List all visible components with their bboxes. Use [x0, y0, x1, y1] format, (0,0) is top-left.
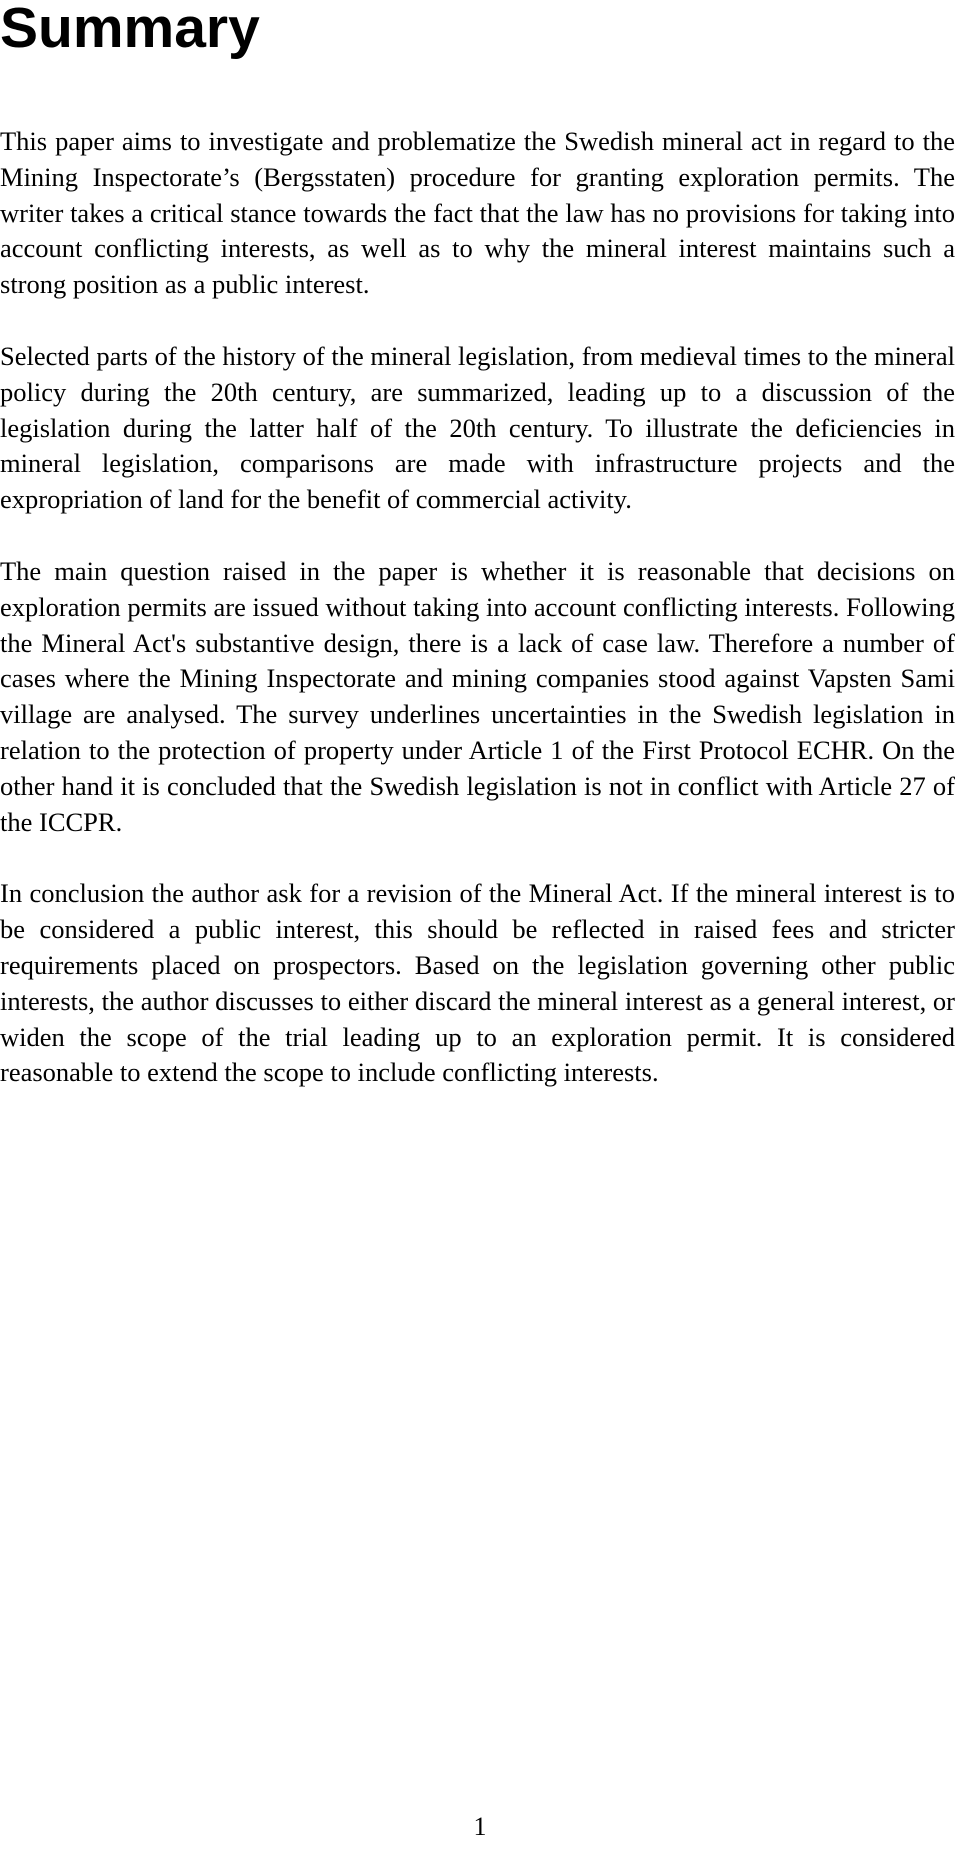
paragraph-main-question: The main question raised in the paper is whether it is reasonable that decisions on exploration permits are issued without taking into account conflicting interests. Following the Mineral Act's substantive design, there is a lack of case law. Therefore a number of cases where the Mining Inspectorate and mining companies stood against Vapsten Sami village are analysed. The survey underlines uncertainties in the Swedish legislation in relation to the protection of property under Article 1 of the First Protocol ECHR. On the other hand it is concluded that the Swedish legislation is not in conflict with Article 27 of the ICCPR. — [0, 555, 955, 837]
paragraph-history: Selected parts of the history of the mineral legislation, from medieval times to the mineral policy during the 20th century, are summarized, leading up to a discussion of the legislation during the latter half of the 20th century. To illustrate the deficiencies in mineral legislation, comparisons are made with infrastructure projects and the expropriation of land for the benefit of commercial activity. — [0, 340, 955, 515]
paragraph-purpose: This paper aims to investigate and problematize the Swedish mineral act in regard to the Mining Inspectorate’s (Bergsstaten) procedure for granting exploration permits. The writer takes a critical stance towards the fact that the law has no provisions for taking into account conflicting interests, as well as to why the mineral interest maintains such a strong position as a public interest. — [0, 126, 955, 300]
page-number: 1 — [473, 1812, 487, 1841]
paragraph-conclusion: In conclusion the author ask for a revision of the Mineral Act. If the mineral interest is to be considered a public interest, this should be reflected in raised fees and stricter requirements placed on prospectors. Based on the legislation governing other public interests, the author discusses to either discard the mineral interest as a general interest, or widen the scope of the trial leading up to an exploration permit. It is considered reasonable to extend the scope to include conflicting interests. — [0, 878, 955, 1088]
summary-body — [0, 124, 955, 1127]
page-title: Summary — [0, 0, 260, 60]
